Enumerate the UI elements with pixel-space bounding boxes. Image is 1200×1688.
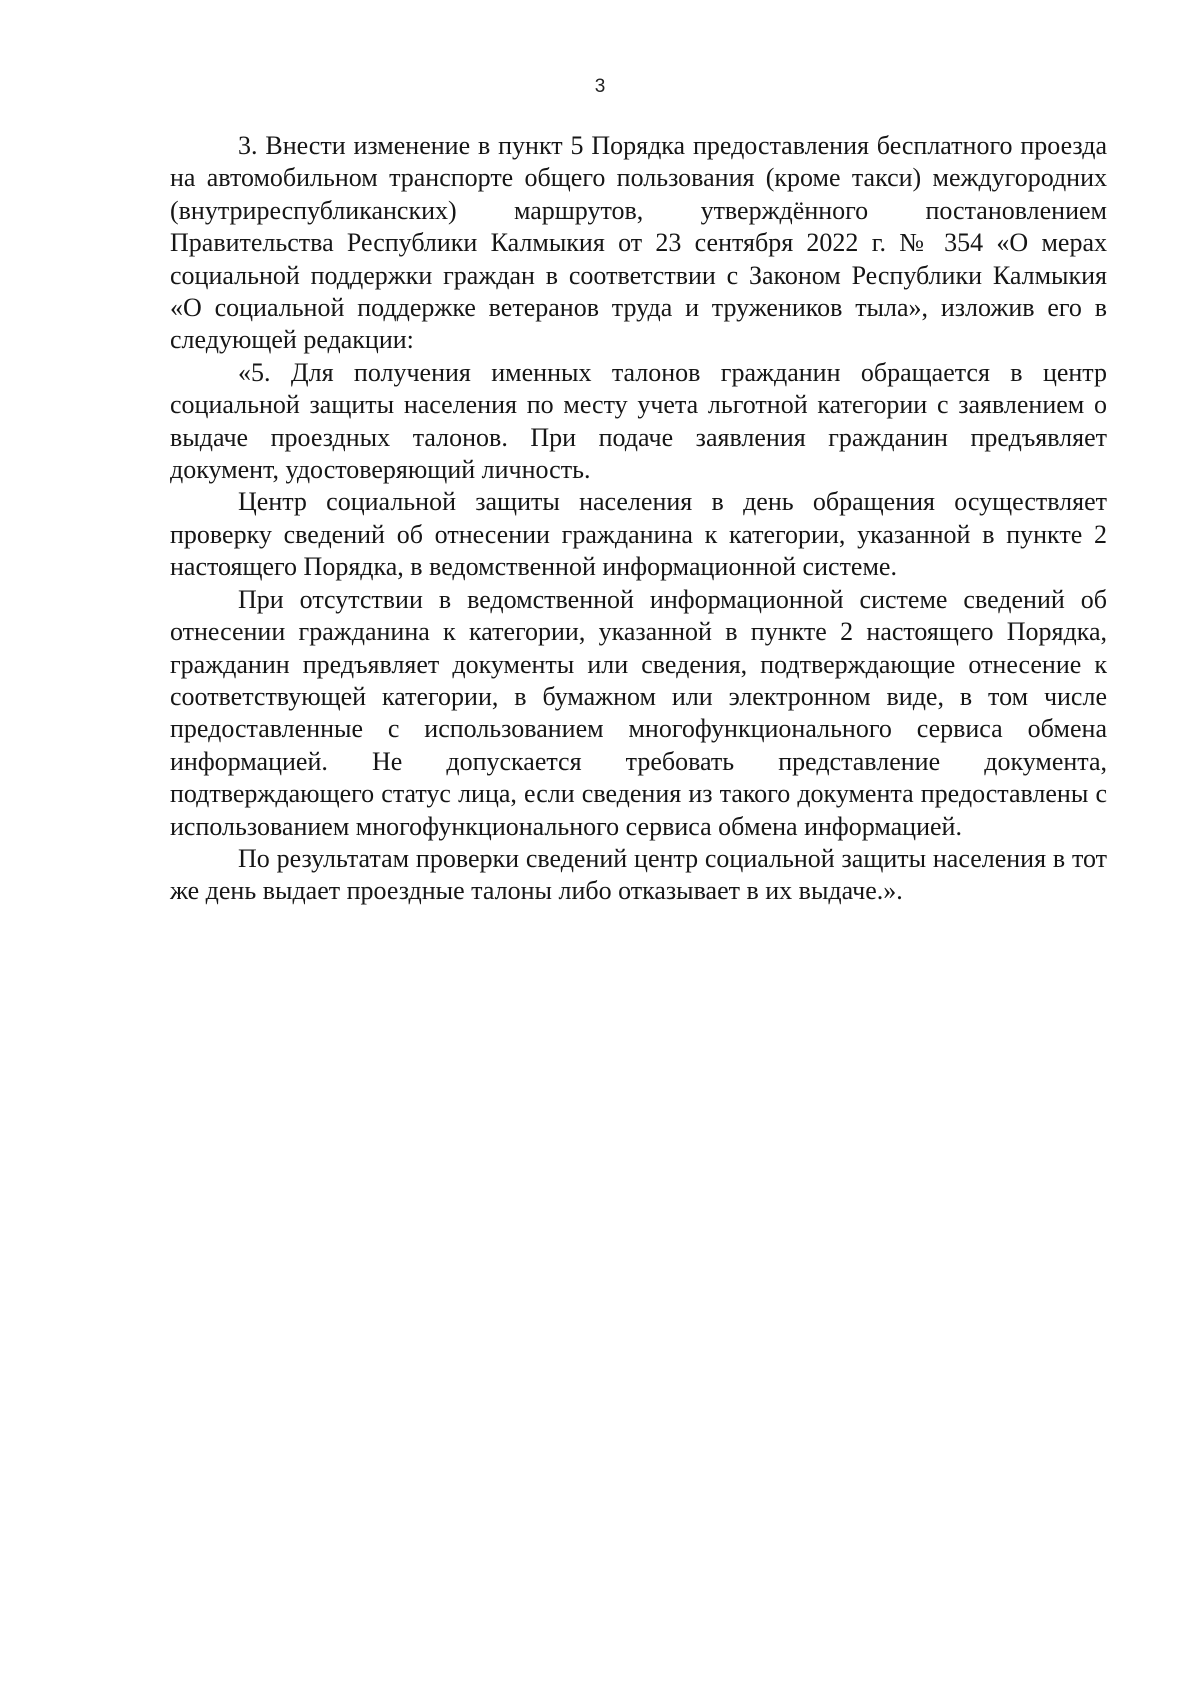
paragraph-point-5-application: «5. Для получения именных талонов гражданин обращается в центр социальной защиты населения по месту учета льготной категории с заявлением о выдаче проездных талонов. При подаче заявления гражданин предъявляет документ, удостоверяющий личность. bbox=[170, 357, 1107, 485]
page-number: 3 bbox=[594, 76, 606, 97]
document-body bbox=[170, 130, 1107, 908]
paragraph-verification: Центр социальной защиты населения в день обращения осуществляет проверку сведений об отнесении гражданина к категории, указанной в пункте 2 настоящего Порядка, в ведомственной информационной системе. bbox=[170, 487, 1107, 582]
paragraph-results: По результатам проверки сведений центр социальной защиты населения в тот же день выдает проездные талоны либо отказывает в их выдаче.». bbox=[170, 843, 1107, 906]
paragraph-amendment-intro: 3. Внести изменение в пункт 5 Порядка предоставления бесплатного проезда на автомобильном транспорте общего пользования (кроме такси) междугородних (внутриреспубликанских) маршрутов, утверждённого постановлением Правительства Республики Калмыкия от 23 сентября 2022 г. № 354 «О мерах социальной поддержки граждан в соответствии с Законом Республики Калмыкия «О социальной поддержке ветеранов труда и тружеников тыла», изложив его в следующей редакции: bbox=[170, 131, 1107, 355]
paragraph-missing-data: При отсутствии в ведомственной информационной системе сведений об отнесении гражданина к категории, указанной в пункте 2 настоящего Порядка, гражданин предъявляет документы или сведения, подтверждающие отнесение к соответствующей категории, в бумажном или электронном виде, в том числе предоставленные с использованием многофункционального сервиса обмена информацией. Не допускается требовать представление документа, подтверждающего статус лица, если сведения из такого документа предоставлены с использованием многофункционального сервиса обмена информацией. bbox=[170, 584, 1107, 841]
